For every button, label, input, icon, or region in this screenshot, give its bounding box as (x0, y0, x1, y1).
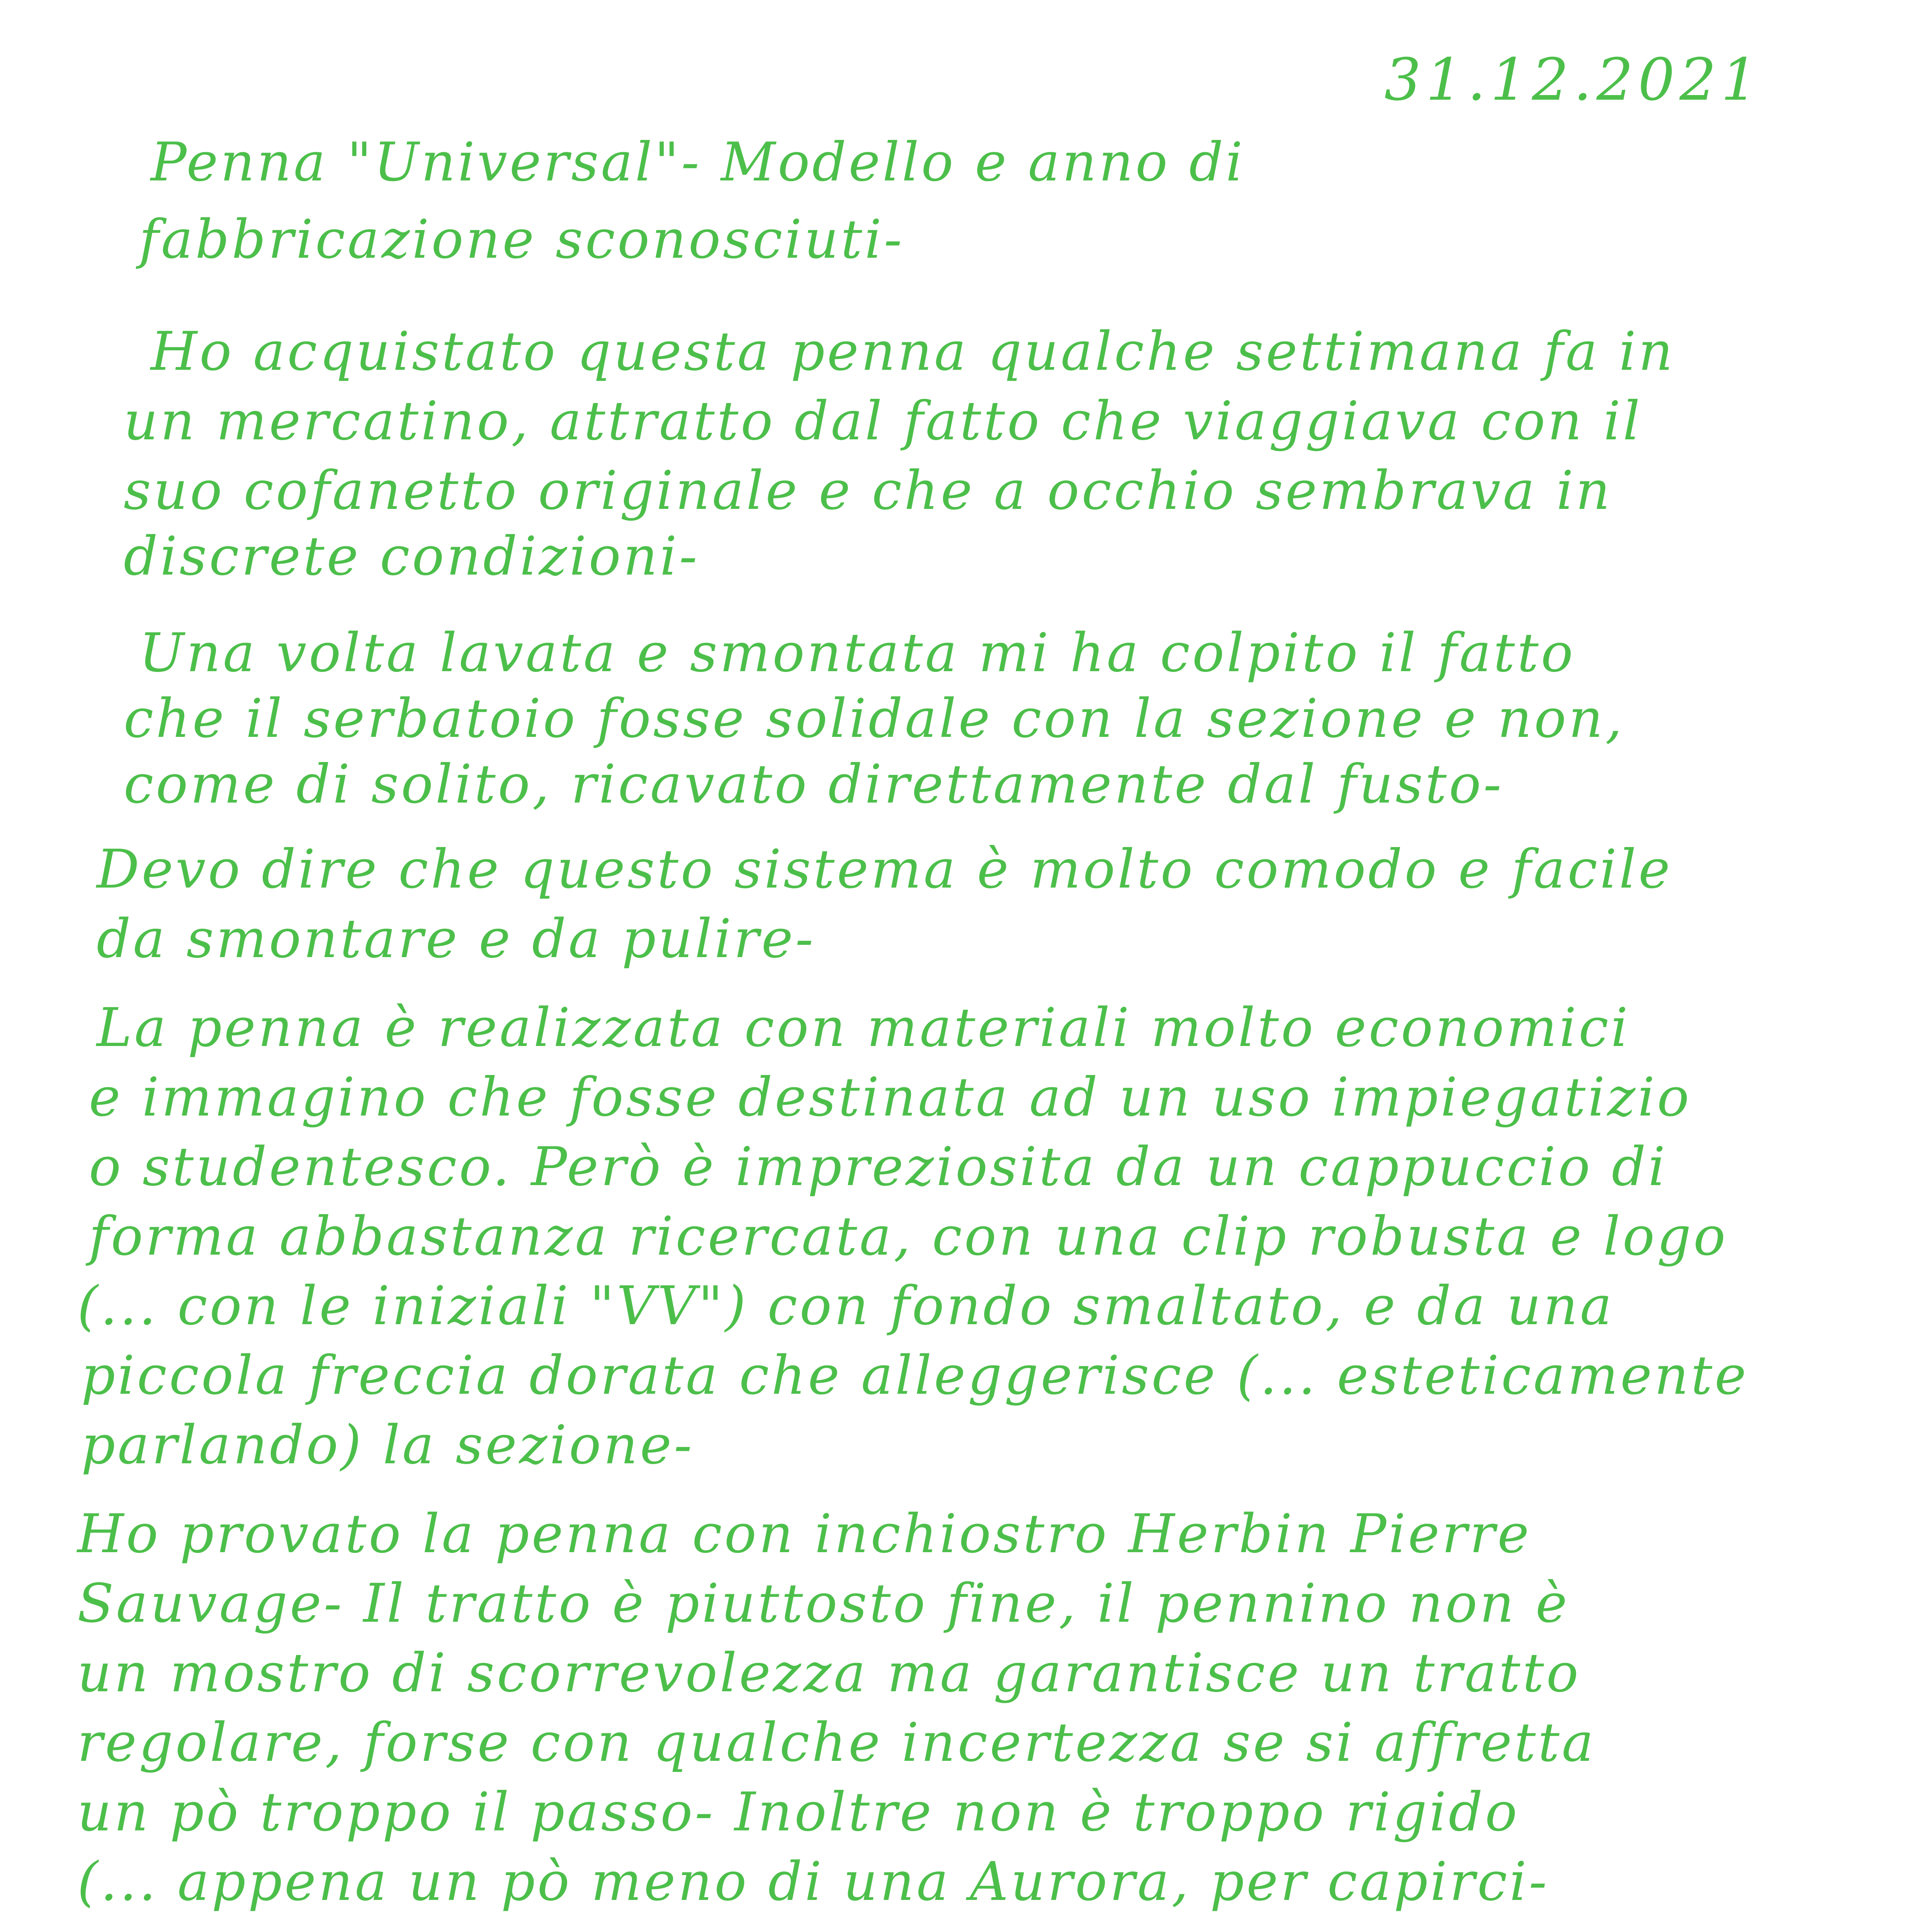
paragraph-1-line-3: suo cofanetto originale e che a occhio sembrava in (124, 459, 1613, 522)
letter-date: 31.12.2021 (1384, 46, 1762, 114)
paragraph-1-line-2: un mercatino, attratto dal fatto che viaggiava con il (124, 390, 1642, 452)
paragraph-4-line-7: parlando) la sezione- (81, 1414, 694, 1476)
paragraph-5-line-4: regolare, forse con qualche incertezza se si affretta (77, 1711, 1596, 1774)
paragraph-4-line-2: e immagino che fosse destinata ad un uso impiegatizio (89, 1066, 1692, 1128)
paragraph-5-line-6: (... appena un pò meno di una Aurora, per capirci- (77, 1850, 1549, 1913)
title-line-2: fabbricazione sconosciuti- (139, 208, 904, 270)
paragraph-5-line-2: Sauvage- Il tratto è piuttosto fine, il pennino non è (77, 1572, 1570, 1634)
paragraph-2-line-3: come di solito, ricavato direttamente dal fusto- (124, 753, 1504, 815)
paragraph-4-line-4: forma abbastanza ricercata, con una clip robusta e logo (89, 1205, 1728, 1267)
paragraph-4-line-1: La penna è realizzata con materiali molto economici (97, 997, 1630, 1059)
paragraph-4-line-6: piccola freccia dorata che alleggerisce (... esteticamente (81, 1344, 1749, 1406)
paragraph-4-line-5: (... con le iniziali "VV") con fondo smaltato, e da una (77, 1275, 1614, 1337)
paragraph-3-line-1: Devo dire che questo sistema è molto comodo e facile (97, 838, 1672, 900)
paragraph-2-line-1: Una volta lavata e smontata mi ha colpito il fatto (139, 622, 1575, 684)
title-line-1: Penna "Universal"- Modello e anno di (151, 131, 1245, 193)
paragraph-1-line-4: discrete condizioni- (124, 525, 700, 587)
paragraph-4-line-3: o studentesco. Però è impreziosita da un cappuccio di (89, 1136, 1668, 1198)
paragraph-1-line-1: Ho acquistato questa penna qualche settimana fa in (151, 320, 1675, 383)
paragraph-5-line-1: Ho provato la penna con inchiostro Herbin Pierre (77, 1503, 1531, 1565)
paragraph-5-line-3: un mostro di scorrevolezza ma garantisce un tratto (77, 1642, 1581, 1704)
paragraph-3-line-2: da smontare e da pulire- (97, 908, 816, 970)
paragraph-2-line-2: che il serbatoio fosse solidale con la sezione e non, (124, 687, 1625, 750)
paragraph-5-line-5: un pò troppo il passo- Inoltre non è troppo rigido (77, 1781, 1519, 1843)
